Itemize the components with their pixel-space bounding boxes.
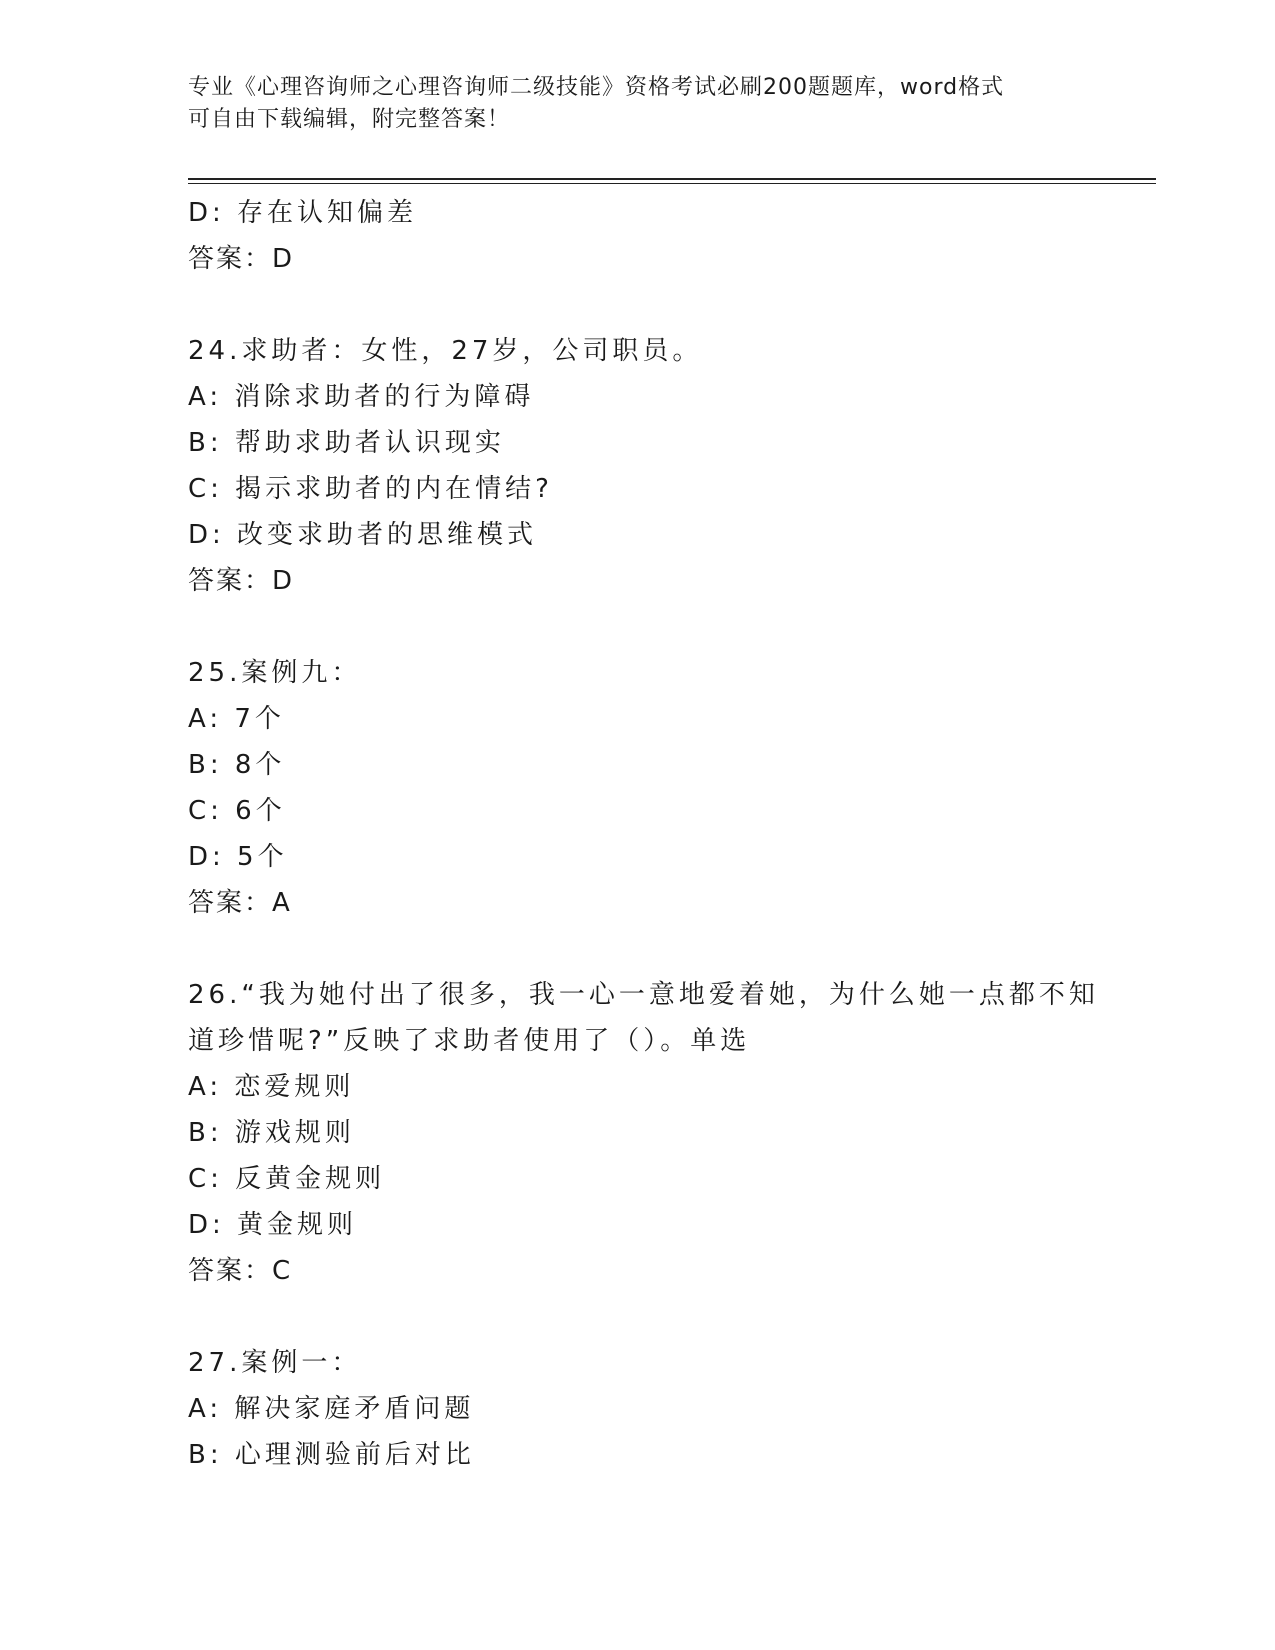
question-block-24	[188, 328, 1148, 604]
answer-line: 答案：A	[188, 888, 292, 918]
option-b: B: 心理测验前后对比	[188, 1440, 475, 1470]
question-stem: 24.求助者：女性，27岁，公司职员。	[188, 336, 703, 366]
option-c: C: 6个	[188, 796, 286, 826]
header-divider-thick	[188, 178, 1156, 180]
question-stem-line-1: 26.“我为她付出了很多，我一心一意地爱着她，为什么她一点都不知	[188, 980, 1099, 1010]
question-stem-line-2: 道珍惜呢?”反映了求助者使用了（）。单选	[188, 1026, 751, 1056]
option-b: B: 帮助求助者认识现实	[188, 428, 505, 458]
option-c: C: 揭示求助者的内在情结?	[188, 474, 553, 504]
header-title-line-1: 专业《心理咨询师之心理咨询师二级技能》资格考试必刷200题题库，word格式	[188, 75, 1005, 100]
question-block-26	[188, 972, 1148, 1294]
answer-line: 答案：D	[188, 566, 295, 596]
option-a: A: 7个	[188, 704, 285, 734]
option-b: B: 游戏规则	[188, 1118, 355, 1148]
page-header	[188, 72, 1088, 136]
option-b: B: 8个	[188, 750, 286, 780]
option-a: A: 恋爱规则	[188, 1072, 355, 1102]
question-block-25	[188, 650, 1148, 926]
option-d: D: 改变求助者的思维模式	[188, 520, 538, 550]
option-d: D: 黄金规则	[188, 1210, 358, 1240]
question-stem: 27.案例一：	[188, 1348, 362, 1378]
option-c: C: 反黄金规则	[188, 1164, 386, 1194]
question-list	[188, 190, 1148, 1478]
option-d: D: 5个	[188, 842, 288, 872]
spacer	[188, 604, 1148, 650]
spacer	[188, 1294, 1148, 1340]
answer-line: 答案：C	[188, 1256, 293, 1286]
option-a: A: 解决家庭矛盾问题	[188, 1394, 475, 1424]
option-a: A: 消除求助者的行为障碍	[188, 382, 535, 412]
spacer	[188, 926, 1148, 972]
answer-line: 答案：D	[188, 244, 295, 274]
header-divider-thin	[188, 183, 1156, 184]
question-block-27	[188, 1340, 1148, 1478]
spacer	[188, 282, 1148, 328]
question-block-prev	[188, 190, 1148, 282]
question-stem: 25.案例九：	[188, 658, 362, 688]
header-title-line-2: 可自由下载编辑，附完整答案！	[188, 107, 511, 132]
option-d: D: 存在认知偏差	[188, 198, 418, 228]
